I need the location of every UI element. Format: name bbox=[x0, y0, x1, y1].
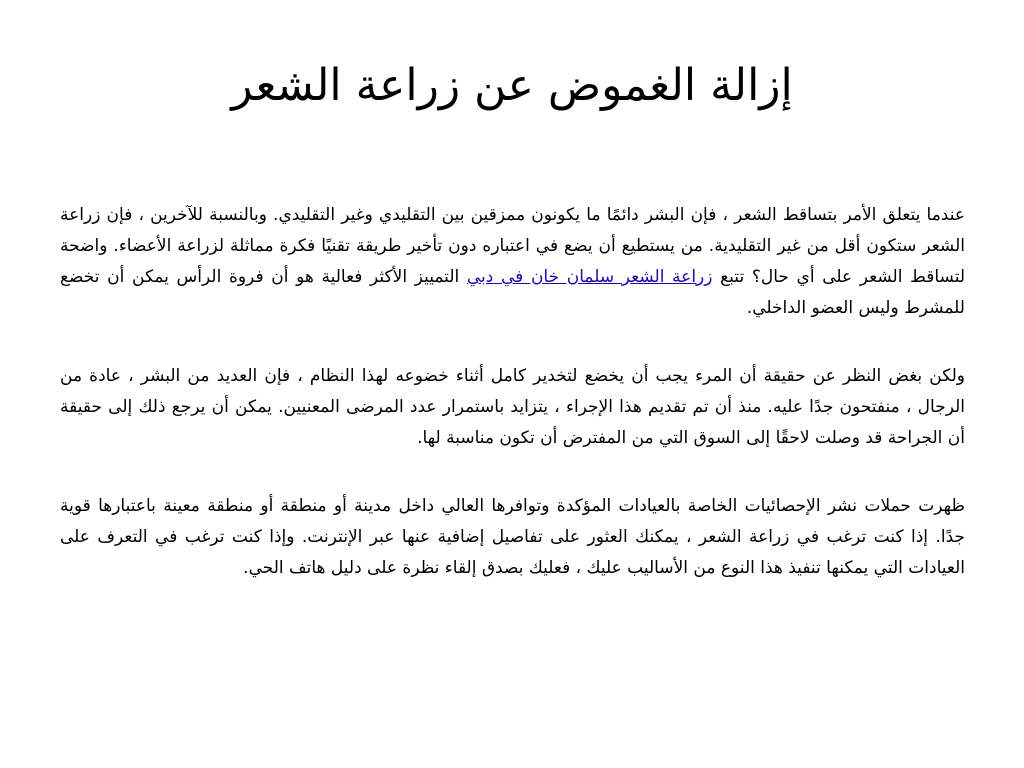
paragraph-1-text-end: التمييز الأكثر فعالية هو أن فروة الرأس يمكن أن تخضع للمشرط وليس العضو الداخلي. bbox=[60, 267, 965, 318]
slide-title: إزالة الغموض عن زراعة الشعر bbox=[231, 60, 793, 111]
paragraph-1 bbox=[60, 200, 965, 324]
paragraph-3: ظهرت حملات نشر الإحصائيات الخاصة بالعيادات المؤكدة وتوافرها العالي داخل مدينة أو منطقة أو منطقة معينة باعتبارها قوية جدًا. إذا كنت ترغب في زراعة الشعر ، يمكنك العثور على تفاصيل إضافية عنها عبر الإنترنت. وإذا كنت ترغب في التعرف على العيادات التي يمكنها تنفيذ هذا النوع من الأساليب عليك ، فعليك بصدق إلقاء نظرة على دليل هاتف الحي. bbox=[60, 496, 965, 578]
paragraph-2: ولكن بغض النظر عن حقيقة أن المرء يجب أن يخضع لتخدير كامل أثناء خضوعه لهذا النظام ، فإن العديد من البشر ، عادة من الرجال ، منفتحون جدًا عليه. منذ أن تم تقديم هذا الإجراء ، يتزايد باستمرار عدد المرضى المعنيين. يمكن أن يرجع ذلك إلى حقيقة أن الجراحة قد وصلت لاحقًا إلى السوق التي من المفترض أن تكون مناسبة لها. bbox=[60, 366, 965, 448]
paragraph-1-text-start: عندما يتعلق الأمر بتساقط الشعر ، فإن البشر دائمًا ما يكونون ممزقين بين التقليدي وغير التقليدي. وبالنسبة للآخرين ، فإن زراعة الشعر ستكون أقل من غير التقليدية. من يستطيع أن يضع في اعتباره دون تأخير طريقة تقنيًا فكرة مماثلة لزراعة الأعضاء. واضحة لتساقط الشعر على أي حال؟ تتبع bbox=[60, 205, 966, 287]
slide-body bbox=[60, 200, 965, 621]
hair-transplant-link[interactable]: زراعة الشعر سلمان خان في دبي bbox=[466, 267, 713, 287]
